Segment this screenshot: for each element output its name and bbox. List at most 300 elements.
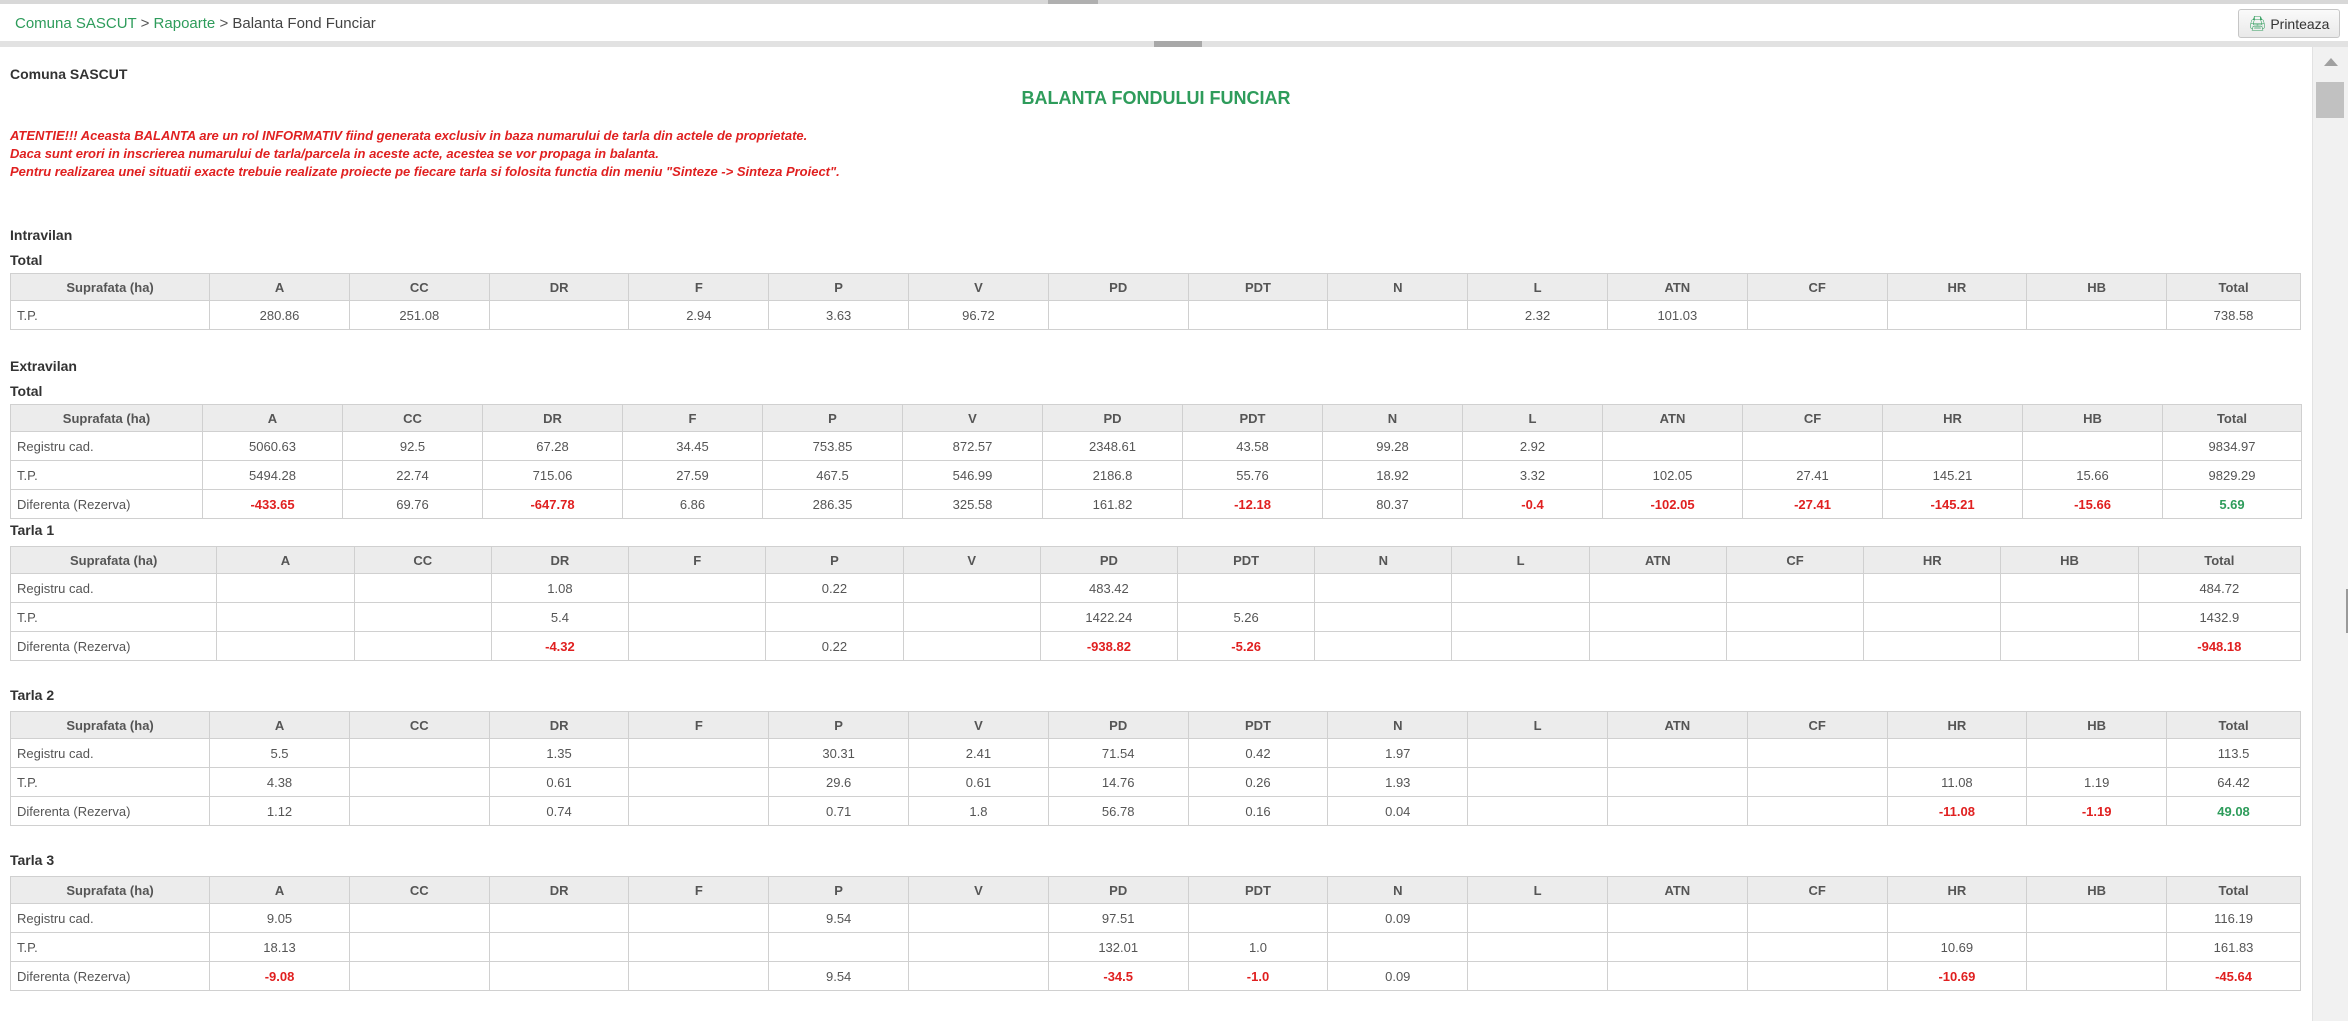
- column-header: A: [217, 547, 354, 574]
- table-cell: 9.54: [769, 962, 909, 991]
- table-cell: [1887, 904, 2027, 933]
- table-cell: [2001, 603, 2138, 632]
- table-cell: [1743, 432, 1883, 461]
- column-header: N: [1328, 274, 1468, 301]
- section-subheading: Total: [10, 383, 43, 399]
- table-cell: 0.16: [1188, 797, 1328, 826]
- table-cell: [354, 574, 491, 603]
- table-cell: [354, 632, 491, 661]
- table-cell: [1887, 301, 2027, 330]
- breadcrumb-current: Balanta Fond Funciar: [232, 15, 376, 32]
- table-header-row: [11, 712, 2301, 739]
- table-cell: [629, 933, 769, 962]
- column-header: N: [1315, 547, 1452, 574]
- table-cell: [1747, 962, 1887, 991]
- column-header: HR: [1883, 405, 2023, 432]
- table-cell: 29.6: [769, 768, 909, 797]
- table-cell: 738.58: [2167, 301, 2301, 330]
- table-cell: 2186.8: [1043, 461, 1183, 490]
- table-cell: 467.5: [763, 461, 903, 490]
- table-cell: [1328, 933, 1468, 962]
- table-cell: [217, 603, 354, 632]
- table-cell: [1188, 301, 1328, 330]
- table-cell: 715.06: [483, 461, 623, 490]
- table-cell: [1452, 603, 1589, 632]
- table-cell: [1747, 301, 1887, 330]
- table-cell: [217, 632, 354, 661]
- table-cell: 325.58: [903, 490, 1043, 519]
- table-cell: 27.59: [623, 461, 763, 490]
- row-label: T.P.: [11, 768, 210, 797]
- table-cell: [1468, 933, 1608, 962]
- row-label: Diferenta (Rezerva): [11, 632, 217, 661]
- column-header: PDT: [1188, 274, 1328, 301]
- table-cell: 30.31: [769, 739, 909, 768]
- column-header: P: [763, 405, 903, 432]
- table-cell: 1.12: [210, 797, 350, 826]
- table-cell: 97.51: [1048, 904, 1188, 933]
- print-button-label: Printeaza: [2270, 15, 2330, 32]
- table-cell: [1607, 962, 1747, 991]
- breadcrumb-separator: >: [140, 15, 150, 32]
- table-cell: 27.41: [1743, 461, 1883, 490]
- table-cell: [1315, 603, 1452, 632]
- balance-table: [10, 876, 2301, 991]
- table-cell: 5.4: [491, 603, 628, 632]
- column-header: ATN: [1607, 712, 1747, 739]
- table-cell: -433.65: [203, 490, 343, 519]
- table-cell: 80.37: [1323, 490, 1463, 519]
- table-row: [11, 301, 2301, 330]
- table-cell: [2027, 739, 2167, 768]
- column-header: L: [1468, 274, 1608, 301]
- table-cell: 132.01: [1048, 933, 1188, 962]
- table-cell: [349, 904, 489, 933]
- table-cell: [909, 904, 1049, 933]
- table-cell: [2027, 904, 2167, 933]
- row-label: Diferenta (Rezerva): [11, 490, 203, 519]
- breadcrumb-link-reports[interactable]: Rapoarte: [153, 15, 216, 32]
- table-row: [11, 962, 2301, 991]
- table-cell: -10.69: [1887, 962, 2027, 991]
- table-row: [11, 933, 2301, 962]
- column-header: V: [903, 405, 1043, 432]
- table-cell: [903, 574, 1040, 603]
- table-cell: -9.08: [210, 962, 350, 991]
- column-header: F: [629, 712, 769, 739]
- table-cell: 1.19: [2027, 768, 2167, 797]
- table-cell: [1864, 603, 2001, 632]
- table-cell: [1726, 574, 1863, 603]
- table-cell: 145.21: [1883, 461, 2023, 490]
- column-header: N: [1323, 405, 1463, 432]
- column-header: V: [909, 712, 1049, 739]
- table-cell: 116.19: [2167, 904, 2301, 933]
- table-cell: [1603, 432, 1743, 461]
- table-cell: 34.45: [623, 432, 763, 461]
- table-cell: 4.38: [210, 768, 350, 797]
- table-cell: 113.5: [2167, 739, 2301, 768]
- column-header: CF: [1747, 712, 1887, 739]
- column-header: HR: [1864, 547, 2001, 574]
- table-cell: -12.18: [1183, 490, 1323, 519]
- table-cell: [903, 632, 1040, 661]
- table-row: [11, 904, 2301, 933]
- column-header: PD: [1043, 405, 1183, 432]
- table-cell: [1607, 933, 1747, 962]
- column-header: CF: [1726, 547, 1863, 574]
- column-header: PDT: [1188, 877, 1328, 904]
- scrollbar-thumb[interactable]: [2316, 82, 2344, 118]
- table-cell: [354, 603, 491, 632]
- table-cell: 69.76: [343, 490, 483, 519]
- table-cell: [1315, 632, 1452, 661]
- table-cell: [629, 739, 769, 768]
- column-header: PD: [1048, 274, 1188, 301]
- table-cell: 1.08: [491, 574, 628, 603]
- table-row: [11, 739, 2301, 768]
- table-cell: [349, 768, 489, 797]
- column-header: HR: [1887, 877, 2027, 904]
- column-header: PD: [1048, 877, 1188, 904]
- column-header: CF: [1743, 405, 1883, 432]
- column-header: V: [903, 547, 1040, 574]
- table-cell: [766, 603, 903, 632]
- breadcrumb-separator: >: [219, 15, 229, 32]
- section-heading: Tarla 1: [10, 522, 55, 538]
- table-cell: 1.93: [1328, 768, 1468, 797]
- table-cell: -1.0: [1188, 962, 1328, 991]
- column-header: HR: [1887, 712, 2027, 739]
- table-cell: [1607, 739, 1747, 768]
- section-heading: Intravilan: [10, 227, 73, 243]
- balance-table: [10, 404, 2302, 519]
- column-header: CC: [343, 405, 483, 432]
- table-cell: [1864, 574, 2001, 603]
- row-label: T.P.: [11, 933, 210, 962]
- table-cell: 0.22: [766, 632, 903, 661]
- table-cell: 18.13: [210, 933, 350, 962]
- table-cell: 102.05: [1603, 461, 1743, 490]
- table-cell: [769, 933, 909, 962]
- table-cell: [1747, 904, 1887, 933]
- row-label: Diferenta (Rezerva): [11, 962, 210, 991]
- table-cell: 161.83: [2167, 933, 2301, 962]
- table-row: [11, 768, 2301, 797]
- top-resize-handle[interactable]: [1048, 0, 1098, 4]
- table-cell: 2348.61: [1043, 432, 1183, 461]
- table-cell: [1864, 632, 2001, 661]
- column-header: Total: [2163, 405, 2302, 432]
- column-header: DR: [489, 877, 629, 904]
- warning-line: Daca sunt erori in inscrierea numarului de tarla/parcela in aceste acte, acestea se vor propaga in balanta.: [10, 146, 659, 161]
- table-cell: 286.35: [763, 490, 903, 519]
- table-cell: [1607, 904, 1747, 933]
- table-cell: 5060.63: [203, 432, 343, 461]
- table-cell: 92.5: [343, 432, 483, 461]
- table-cell: [1607, 797, 1747, 826]
- table-cell: 0.61: [489, 768, 629, 797]
- column-header: Total: [2167, 274, 2301, 301]
- column-header: HB: [2001, 547, 2138, 574]
- table-cell: 5.5: [210, 739, 350, 768]
- table-cell: 251.08: [349, 301, 489, 330]
- column-header: Suprafata (ha): [11, 405, 203, 432]
- table-cell: [2027, 933, 2167, 962]
- table-row: [11, 797, 2301, 826]
- print-button[interactable]: [2238, 9, 2340, 38]
- table-header-row: [11, 274, 2301, 301]
- table-cell: [1747, 933, 1887, 962]
- table-cell: 55.76: [1183, 461, 1323, 490]
- table-cell: [2027, 962, 2167, 991]
- warning-line: Pentru realizarea unei situatii exacte trebuie realizate proiecte pe fiecare tarla si folosita functia din meniu "Sinteze -> Sinteza Proiect".: [10, 164, 840, 179]
- table-cell: 22.74: [343, 461, 483, 490]
- table-cell: 15.66: [2023, 461, 2163, 490]
- table-cell: 546.99: [903, 461, 1043, 490]
- breadcrumb: [15, 13, 376, 35]
- company-name: Comuna SASCUT: [10, 66, 128, 82]
- report-content: [0, 47, 2312, 1021]
- table-cell: 0.09: [1328, 962, 1468, 991]
- column-header: N: [1328, 712, 1468, 739]
- table-cell: [489, 904, 629, 933]
- table-cell: 9834.97: [2163, 432, 2302, 461]
- table-cell: -45.64: [2167, 962, 2301, 991]
- table-cell: 2.94: [629, 301, 769, 330]
- table-header-row: [11, 877, 2301, 904]
- table-cell: [1883, 432, 2023, 461]
- table-cell: 1432.9: [2138, 603, 2300, 632]
- table-cell: 5494.28: [203, 461, 343, 490]
- column-header: HB: [2027, 274, 2167, 301]
- table-cell: [1468, 962, 1608, 991]
- table-cell: [1468, 739, 1608, 768]
- table-cell: [1726, 603, 1863, 632]
- table-cell: [1328, 301, 1468, 330]
- table-cell: 484.72: [2138, 574, 2300, 603]
- table-cell: 280.86: [210, 301, 350, 330]
- table-cell: 9.54: [769, 904, 909, 933]
- table-cell: [349, 739, 489, 768]
- table-cell: 99.28: [1323, 432, 1463, 461]
- column-header: PD: [1048, 712, 1188, 739]
- table-cell: 1422.24: [1040, 603, 1177, 632]
- table-cell: 2.41: [909, 739, 1049, 768]
- table-cell: [1589, 603, 1726, 632]
- balance-table: [10, 546, 2301, 661]
- column-header: Total: [2167, 877, 2301, 904]
- column-header: V: [909, 274, 1049, 301]
- table-cell: -938.82: [1040, 632, 1177, 661]
- table-cell: [489, 301, 629, 330]
- scroll-up-icon[interactable]: [2324, 58, 2338, 66]
- table-cell: -15.66: [2023, 490, 2163, 519]
- table-cell: 9829.29: [2163, 461, 2302, 490]
- table-row: [11, 432, 2302, 461]
- column-header: HB: [2023, 405, 2163, 432]
- section-heading: Tarla 2: [10, 687, 55, 703]
- table-cell: -11.08: [1887, 797, 2027, 826]
- table-cell: 2.32: [1468, 301, 1608, 330]
- column-header: V: [909, 877, 1049, 904]
- column-header: L: [1463, 405, 1603, 432]
- column-header: Suprafata (ha): [11, 877, 210, 904]
- table-cell: 5.26: [1178, 603, 1315, 632]
- table-cell: 1.8: [909, 797, 1049, 826]
- column-header: HB: [2027, 712, 2167, 739]
- table-cell: [217, 574, 354, 603]
- table-cell: 1.0: [1188, 933, 1328, 962]
- column-header: CC: [354, 547, 491, 574]
- column-header: CC: [349, 877, 489, 904]
- table-cell: [1468, 768, 1608, 797]
- table-cell: [2001, 632, 2138, 661]
- vertical-scrollbar[interactable]: [2312, 47, 2348, 1021]
- table-cell: 14.76: [1048, 768, 1188, 797]
- table-cell: 872.57: [903, 432, 1043, 461]
- section-heading: Tarla 3: [10, 852, 55, 868]
- table-cell: [1452, 574, 1589, 603]
- column-header: CF: [1747, 877, 1887, 904]
- table-cell: [2027, 301, 2167, 330]
- table-cell: 0.42: [1188, 739, 1328, 768]
- table-cell: 2.92: [1463, 432, 1603, 461]
- table-cell: -647.78: [483, 490, 623, 519]
- table-cell: 9.05: [210, 904, 350, 933]
- table-cell: -27.41: [1743, 490, 1883, 519]
- warning-line: ATENTIE!!! Aceasta BALANTA are un rol INFORMATIV fiind generata exclusiv in baza numarului de tarla din actele de proprietate.: [10, 128, 808, 143]
- table-cell: [1452, 632, 1589, 661]
- table-cell: 161.82: [1043, 490, 1183, 519]
- table-cell: 1.97: [1328, 739, 1468, 768]
- table-cell: [1188, 904, 1328, 933]
- table-cell: 483.42: [1040, 574, 1177, 603]
- table-cell: -102.05: [1603, 490, 1743, 519]
- column-header: CC: [349, 712, 489, 739]
- table-row: [11, 632, 2301, 661]
- table-cell: -948.18: [2138, 632, 2300, 661]
- column-header: DR: [483, 405, 623, 432]
- table-cell: [1887, 739, 2027, 768]
- column-header: ATN: [1607, 877, 1747, 904]
- table-cell: [1607, 768, 1747, 797]
- table-cell: [629, 797, 769, 826]
- column-header: A: [210, 712, 350, 739]
- row-label: T.P.: [11, 301, 210, 330]
- table-cell: 753.85: [763, 432, 903, 461]
- row-label: Registru cad.: [11, 739, 210, 768]
- section-heading: Extravilan: [10, 358, 77, 374]
- column-header: N: [1328, 877, 1468, 904]
- table-cell: 5.69: [2163, 490, 2302, 519]
- table-header-row: [11, 405, 2302, 432]
- table-cell: 71.54: [1048, 739, 1188, 768]
- table-cell: 6.86: [623, 490, 763, 519]
- table-cell: 3.63: [769, 301, 909, 330]
- table-cell: [489, 933, 629, 962]
- table-cell: 0.61: [909, 768, 1049, 797]
- column-header: ATN: [1603, 405, 1743, 432]
- table-row: [11, 574, 2301, 603]
- column-header: P: [769, 712, 909, 739]
- top-bar: [0, 0, 2348, 42]
- table-cell: -5.26: [1178, 632, 1315, 661]
- table-cell: 43.58: [1183, 432, 1323, 461]
- column-header: Total: [2167, 712, 2301, 739]
- table-cell: 0.71: [769, 797, 909, 826]
- table-cell: [349, 797, 489, 826]
- section-subheading: Total: [10, 252, 43, 268]
- column-header: PDT: [1178, 547, 1315, 574]
- table-cell: [349, 962, 489, 991]
- table-cell: [349, 933, 489, 962]
- table-cell: [1048, 301, 1188, 330]
- table-cell: [1747, 797, 1887, 826]
- table-cell: [903, 603, 1040, 632]
- table-cell: [629, 603, 766, 632]
- report-title: BALANTA FONDULUI FUNCIAR: [1021, 88, 1291, 108]
- table-cell: [1589, 574, 1726, 603]
- table-cell: 10.69: [1887, 933, 2027, 962]
- table-row: [11, 461, 2302, 490]
- row-label: Registru cad.: [11, 904, 210, 933]
- column-header: ATN: [1607, 274, 1747, 301]
- balance-table: [10, 711, 2301, 826]
- column-header: HB: [2027, 877, 2167, 904]
- table-row: [11, 490, 2302, 519]
- table-cell: [629, 962, 769, 991]
- column-header: CC: [349, 274, 489, 301]
- printer-icon: 🖨: [2248, 15, 2267, 31]
- table-cell: [1747, 768, 1887, 797]
- column-header: F: [629, 547, 766, 574]
- table-cell: 11.08: [1887, 768, 2027, 797]
- table-cell: [629, 768, 769, 797]
- column-header: PDT: [1183, 405, 1323, 432]
- table-cell: 0.04: [1328, 797, 1468, 826]
- column-header: L: [1452, 547, 1589, 574]
- column-header: ATN: [1589, 547, 1726, 574]
- row-label: Registru cad.: [11, 574, 217, 603]
- column-header: P: [766, 547, 903, 574]
- column-header: A: [203, 405, 343, 432]
- column-header: Total: [2138, 547, 2300, 574]
- table-cell: 18.92: [1323, 461, 1463, 490]
- table-cell: 3.32: [1463, 461, 1603, 490]
- table-cell: [1468, 797, 1608, 826]
- table-cell: 0.74: [489, 797, 629, 826]
- table-cell: [2023, 432, 2163, 461]
- table-cell: 96.72: [909, 301, 1049, 330]
- table-cell: 0.09: [1328, 904, 1468, 933]
- column-header: DR: [489, 712, 629, 739]
- column-header: Suprafata (ha): [11, 712, 210, 739]
- column-header: DR: [489, 274, 629, 301]
- table-cell: [629, 904, 769, 933]
- table-row: [11, 603, 2301, 632]
- row-label: Registru cad.: [11, 432, 203, 461]
- table-cell: [629, 574, 766, 603]
- table-cell: -4.32: [491, 632, 628, 661]
- column-header: HR: [1887, 274, 2027, 301]
- column-header: L: [1468, 712, 1608, 739]
- breadcrumb-link-commune[interactable]: Comuna SASCUT: [15, 15, 137, 32]
- table-cell: 49.08: [2167, 797, 2301, 826]
- row-label: T.P.: [11, 461, 203, 490]
- table-cell: [1468, 904, 1608, 933]
- column-header: F: [623, 405, 763, 432]
